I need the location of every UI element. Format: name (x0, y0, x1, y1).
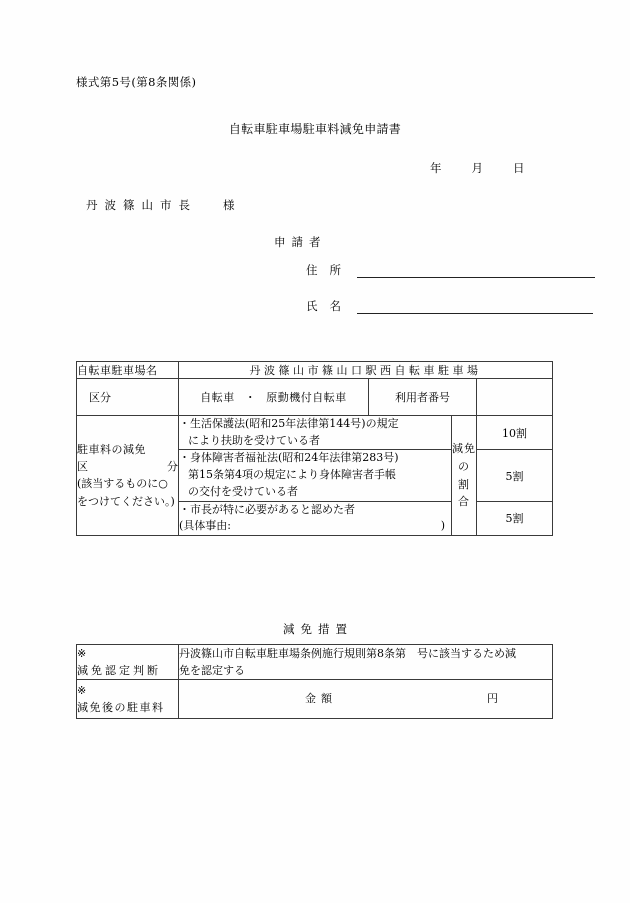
category-separator: ・ (244, 391, 257, 404)
condition-1-line2: により扶助を受けている者 (188, 433, 320, 447)
condition-2-line2: 第15条第4項の規定により身体障害者手帳 (188, 468, 396, 482)
decision-value-line2: 免を認定する (179, 664, 245, 678)
category-label-cell (77, 379, 179, 416)
reduction-condition-2[interactable] (179, 450, 452, 501)
reduction-header-note: (該当するものに○をつけてください。) (77, 477, 175, 508)
name-input[interactable] (357, 300, 593, 314)
ratio-header-line2: 割合 (458, 477, 473, 509)
condition-3-reason-row[interactable] (179, 518, 451, 535)
condition-2-line1: ・身体障害者福祉法(昭和24年法律第283号) (179, 451, 399, 465)
fee-currency-label: 円 (487, 692, 498, 706)
ratio-value-2: 5割 (477, 450, 553, 501)
fee-official-mark: ※ (77, 684, 87, 698)
date-year-label: 年 (430, 161, 442, 175)
parking-lot-value: 丹波篠山市篠山口駅西自転車駐車場 (179, 362, 553, 379)
user-number-input[interactable] (477, 379, 553, 416)
condition-2-line3: の交付を受けている者 (188, 484, 298, 498)
category-label-left: 区分 (89, 391, 111, 404)
category-bicycle-option[interactable]: 自転車 (200, 391, 235, 404)
reduction-header-line2 (77, 458, 178, 475)
fee-label-cell (77, 680, 179, 719)
condition-3-line1: ・市長が特に必要があると認めた者 (179, 502, 355, 516)
fee-amount-row (179, 680, 552, 718)
reduction-header-line1: 駐車料の減免 (77, 442, 146, 456)
reduction-condition-1[interactable] (179, 416, 452, 450)
addressee-honorific: 様 (223, 198, 235, 212)
name-field-row (306, 298, 595, 314)
name-label: 氏名 (306, 299, 353, 313)
page-title: 自転車駐車場駐車料減免申請書 (228, 122, 402, 136)
applicant-heading: 申請者 (274, 235, 327, 249)
condition-1-line1: ・生活保護法(昭和25年法律第144号)の規定 (179, 417, 399, 430)
parking-lot-label: 自転車駐車場名 (77, 362, 179, 379)
applicant-block (274, 234, 595, 314)
table-row-parking-lot (77, 362, 553, 379)
address-input[interactable] (357, 264, 595, 278)
ratio-value-3: 5割 (477, 501, 553, 535)
table-row-reduction-1 (77, 416, 553, 450)
measures-table (76, 644, 553, 719)
reduction-header-ku: 区 (77, 460, 88, 474)
ratio-header-line1: 減免の (452, 442, 476, 473)
address-label: 住所 (306, 263, 353, 277)
ratio-value-1: 10割 (477, 416, 553, 450)
ratio-column-header (452, 416, 477, 536)
date-line (430, 160, 525, 176)
decision-label: 減免認定判断 (77, 664, 161, 678)
fee-amount-label: 金額 (305, 692, 337, 706)
condition-3-reason-close: ) (440, 519, 445, 533)
fee-label: 減免後の駐車料 (77, 701, 165, 715)
decision-official-mark: ※ (77, 647, 87, 660)
table-row-category (77, 379, 553, 416)
user-number-label: 利用者番号 (369, 379, 477, 416)
decision-value-line1: 丹波篠山市自転車駐車場条例施行規則第8条第 号に該当するため減 (179, 647, 516, 660)
condition-3-reason-label: (具体事由: (179, 519, 231, 533)
reduction-condition-3[interactable] (179, 501, 452, 535)
address-field-row (306, 262, 595, 278)
table-row-fee (77, 680, 553, 719)
decision-value-cell[interactable] (179, 645, 553, 680)
table-row-decision (77, 645, 553, 680)
reduction-header-bun: 分 (167, 460, 178, 474)
date-month-label: 月 (471, 161, 483, 175)
application-table (76, 361, 553, 536)
fee-value-cell[interactable] (179, 680, 553, 719)
date-day-label: 日 (513, 161, 525, 175)
addressee-name: 丹波篠山市長 (86, 198, 197, 212)
reduction-category-header (77, 416, 179, 536)
measures-heading: 減免措置 (283, 622, 353, 636)
form-code: 様式第5号(第8条関係) (76, 75, 197, 89)
addressee (86, 197, 235, 213)
category-value-cell[interactable] (179, 379, 369, 416)
decision-label-cell (77, 645, 179, 680)
category-moped-option[interactable]: 原動機付自転車 (266, 391, 347, 404)
